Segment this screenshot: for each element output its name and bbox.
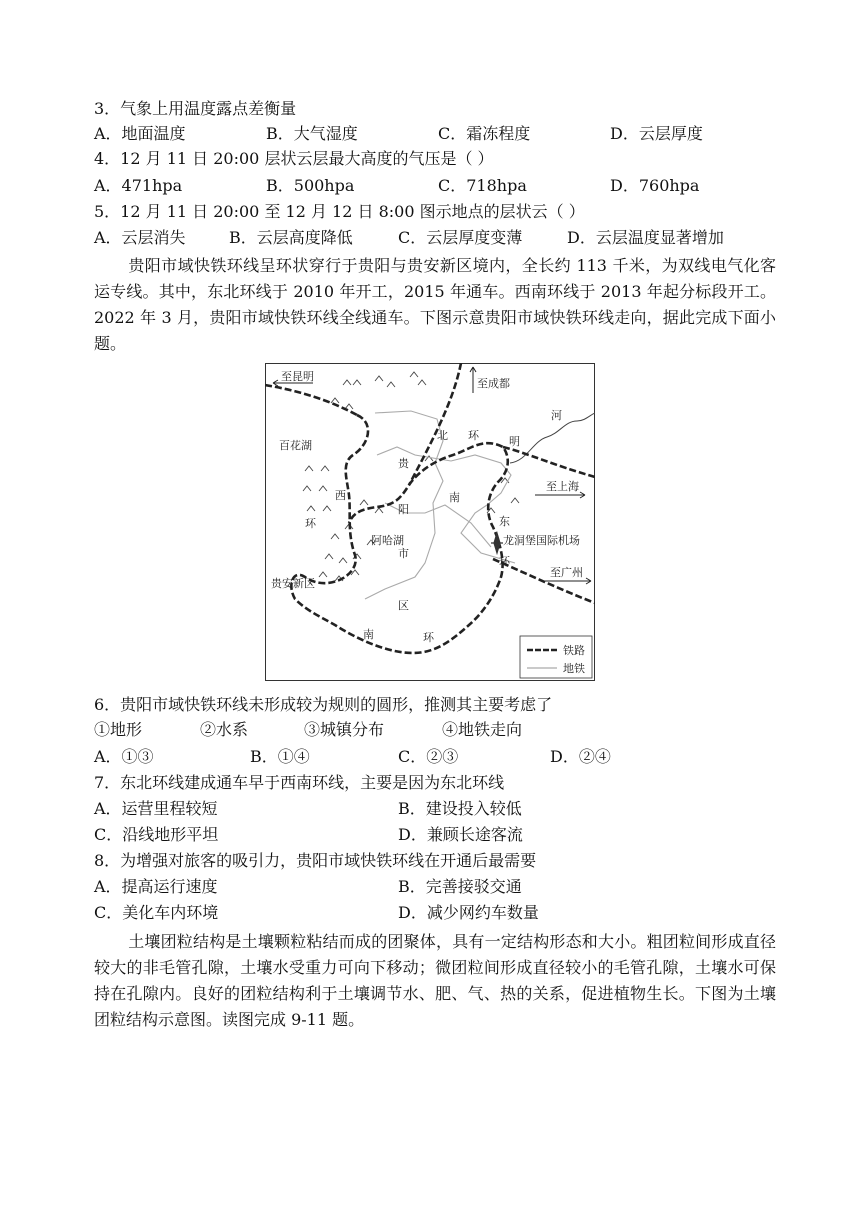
passage-railway-text: 贵阳市域快铁环线呈环状穿行于贵阳与贵安新区境内，全长约 113 千米，为双线电气化客运专线。其中，东北环线于 2010 年开工，2015 年通车。西南环线于 2013 年起分标段开工。2022 年 3 月，贵阳市域快铁环线全线通车。下图示意贵阳市域快铁环线走向，据此完成下面小题。 [94,256,776,353]
label-east: 东 [499,515,510,528]
label-north: 北 [437,429,448,442]
q3-option-d: D．云层厚度 [610,124,703,143]
q6-item-3: ③城镇分布 [304,720,385,739]
q5-option-d: D．云层温度显著增加 [567,228,724,247]
q4-option-c: C．718hpa [438,176,527,195]
label-ming: 明 [509,435,520,448]
label-chengdu: 至成都 [477,377,510,390]
q6-option-a: A．①③ [94,747,154,766]
q8-option-b: B．完善接驳交通 [398,877,522,896]
legend-subway: 地铁 [563,662,585,675]
label-south: 南 [363,628,374,641]
q7-stem: 7．东北环线建成通车早于西南环线，主要是因为东北环线 [94,773,505,792]
q5-option-b: B．云层高度降低 [229,228,353,247]
q3-stem: 3．气象上用温度露点差衡量 [94,99,297,118]
q8-option-c: C．美化车内环境 [94,903,219,922]
label-huan-west: 环 [305,517,316,530]
label-aha-lake: 阿哈湖 [371,534,404,547]
q3-option-b: B．大气湿度 [266,124,358,143]
label-huan-north: 环 [468,429,479,442]
q6-option-c: C．②③ [398,747,459,766]
label-gui: 贵 [398,457,409,470]
label-shanghai: 至上海 [546,480,579,493]
railway-map [265,363,595,681]
q7-option-b: B．建设投入较低 [398,799,522,818]
label-qu: 区 [398,599,409,612]
q3-option-c: C．霜冻程度 [438,124,531,143]
label-nan: 南 [449,491,460,504]
q8-option-d: D．减少网约车数量 [398,903,539,922]
q7-option-d: D．兼顾长途客流 [398,825,523,844]
q6-item-1: ①地形 [94,720,143,739]
q6-option-d: D．②④ [550,747,611,766]
q8-option-a: A．提高运行速度 [94,877,218,896]
label-guangzhou: 至广州 [550,566,583,579]
legend-railway: 铁路 [563,644,585,657]
map-legend [520,636,592,678]
label-shi: 市 [398,547,409,560]
label-guian: 贵安新区 [271,577,315,590]
q5-option-a: A．云层消失 [94,228,186,247]
label-huan-south: 环 [423,631,434,644]
q8-stem: 8．为增强对旅客的吸引力，贵阳市域快铁环线在开通后最需要 [94,851,537,870]
passage-soil [94,929,776,1033]
label-west: 西 [335,489,346,502]
q7-option-a: A．运营里程较短 [94,799,218,818]
q6-item-2: ②水系 [200,720,249,739]
q6-item-4: ④地铁走向 [442,720,523,739]
q4-option-b: B．500hpa [266,176,355,195]
q5-stem: 5．12 月 11 日 20:00 至 12 月 12 日 8:00 图示地点的层状云（ ） [94,202,585,221]
label-airport: 龙洞堡国际机场 [503,534,580,547]
label-kunming: 至昆明 [281,370,314,383]
q3-option-a: A．地面温度 [94,124,186,143]
q6-option-b: B．①④ [250,747,310,766]
label-huan-east: 环 [499,555,510,568]
passage-railway [94,253,776,357]
q5-option-c: C．云层厚度变薄 [398,228,523,247]
q6-stem: 6．贵阳市域快铁环线未形成较为规则的圆形，推测其主要考虑了 [94,695,553,714]
q4-option-a: A．471hpa [94,176,183,195]
label-baihuahu: 百花湖 [279,439,312,452]
label-he: 河 [551,409,562,422]
q4-stem: 4．12 月 11 日 20:00 层状云层最大高度的气压是（ ） [94,149,494,168]
q7-option-c: C．沿线地形平坦 [94,825,219,844]
label-yang: 阳 [398,503,409,516]
passage-soil-text: 土壤团粒结构是土壤颗粒粘结而成的团聚体，具有一定结构形态和大小。粗团粒间形成直径较大的非毛管孔隙，土壤水受重力可向下移动；微团粒间形成直径较小的毛管孔隙，土壤水可保持在孔隙内。良好的团粒结构利于土壤调节水、肥、气、热的关系，促进植物生长。下图为土壤团粒结构示意图。读图完成 9-11 题。 [94,932,776,1029]
q4-option-d: D．760hpa [610,176,700,195]
